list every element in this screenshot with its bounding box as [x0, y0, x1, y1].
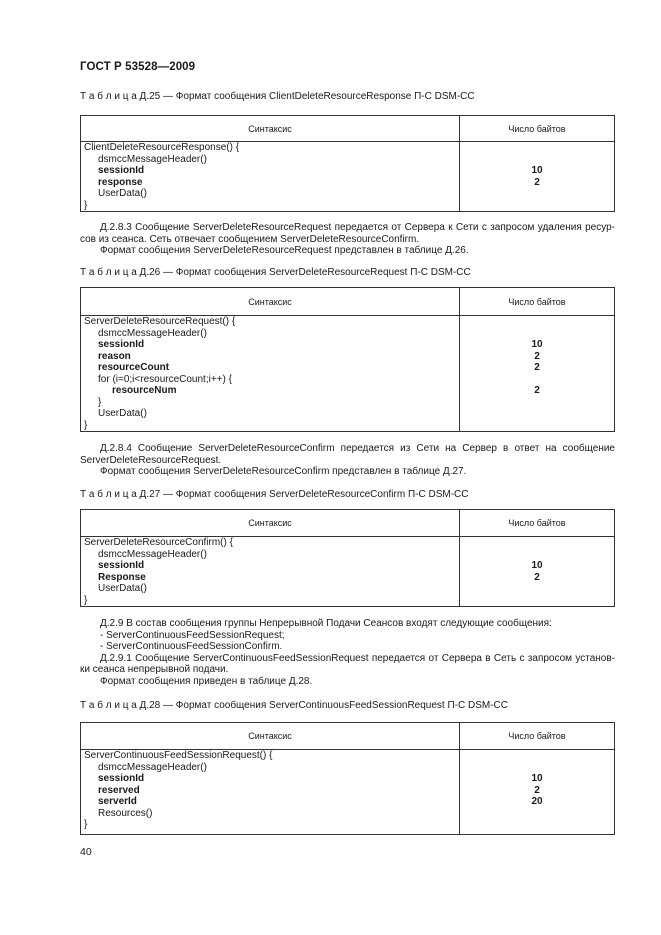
paragraph-d-2-8-4 — [80, 443, 615, 478]
syntax-line: Resources() — [98, 807, 153, 819]
syntax-line: dsmccMessageHeader() — [98, 153, 207, 165]
bytes-cell: 20 — [531, 796, 543, 807]
paragraph-line: Д.2.9 В состав сообщения группы Непрерывной Подачи Сеансов входят следующие сообщения: — [100, 618, 552, 629]
bytes-cell — [460, 808, 614, 820]
standard-header: ГОСТ Р 53528—2009 — [80, 61, 196, 73]
syntax-line: reason — [98, 350, 131, 362]
paragraph-line: Формат сообщения приведен в таблице Д.28. — [100, 675, 313, 687]
paragraph-line: - ServerContinuousFeedSessionRequest; — [100, 629, 285, 641]
syntax-line: sessionId — [98, 773, 145, 784]
bytes-cell — [460, 328, 614, 340]
syntax-line: ServerContinuousFeedSessionRequest() { — [84, 750, 273, 761]
syntax-line: } — [84, 199, 88, 211]
table-header — [81, 288, 614, 316]
bytes-cell — [460, 142, 614, 154]
table-d27-caption: Т а б л и ц а Д.27 — Формат сообщения ServerDeleteResourceConfirm П-С DSM-CC — [80, 489, 469, 500]
syntax-line: ServerDeleteResourceConfirm() { — [84, 537, 233, 548]
table-d26-caption: Т а б л и ц а Д.26 — Формат сообщения ServerDeleteResourceRequest П-С DSM-CC — [80, 267, 471, 278]
syntax-line: sessionId — [98, 165, 145, 176]
bytes-cell: 10 — [531, 560, 543, 571]
bytes-cell — [460, 549, 614, 561]
table-d25 — [80, 115, 615, 212]
syntax-line: dsmccMessageHeader() — [98, 761, 207, 773]
syntax-line: UserData() — [98, 408, 147, 419]
page-number: 40 — [80, 846, 92, 858]
table-header — [81, 116, 614, 142]
table-d28 — [80, 722, 615, 835]
syntax-line: } — [84, 594, 88, 606]
bytes-cell — [460, 316, 614, 328]
syntax-line: dsmccMessageHeader() — [98, 327, 207, 339]
syntax-column — [81, 750, 460, 834]
bytes-cell: 2 — [534, 350, 540, 362]
bytes-cell — [460, 200, 614, 212]
paragraph-d-2-9 — [80, 618, 615, 687]
bytes-cell — [460, 750, 614, 762]
bytes-cell: 2 — [534, 362, 540, 373]
bytes-column — [460, 142, 614, 211]
col-bytes-header: Число байтов — [508, 731, 566, 741]
bytes-cell — [460, 583, 614, 595]
syntax-column — [81, 537, 460, 606]
syntax-line: resourceNum — [112, 385, 177, 396]
bytes-cell — [460, 819, 614, 831]
table-d26 — [80, 287, 615, 432]
syntax-line: UserData() — [98, 188, 147, 199]
bytes-column — [460, 316, 614, 431]
bytes-cell — [460, 420, 614, 432]
paragraph-line: Д.2.9.1 Сообщение ServerContinuousFeedSessionRequest передается от Сервера в Сеть с запросом установ- — [100, 652, 615, 664]
table-d28-caption: Т а б л и ц а Д.28 — Формат сообщения ServerContinuousFeedSessionRequest П-С DSM-CC — [80, 700, 508, 711]
syntax-line: serverId — [98, 796, 137, 807]
bytes-cell: 2 — [534, 784, 540, 796]
syntax-line: } — [84, 419, 88, 431]
bytes-cell: 10 — [531, 339, 543, 350]
syntax-line: UserData() — [98, 583, 147, 594]
table-body — [81, 537, 614, 606]
paragraph-line: ServerDeleteResourceRequest. — [80, 454, 222, 466]
col-syntax-header: Синтаксис — [81, 288, 460, 315]
paragraph-line: ки сеанса непрерывной подачи. — [80, 664, 229, 675]
bytes-column — [460, 750, 614, 834]
paragraph-line: сов из сеанса. Сеть отвечает сообщением ServerDeleteResourceConfirm. — [80, 233, 420, 245]
syntax-line: sessionId — [98, 560, 145, 571]
syntax-line: dsmccMessageHeader() — [98, 548, 207, 560]
paragraph-line: Формат сообщения ServerDeleteResourceRequest представлен в таблице Д.26. — [100, 245, 469, 256]
table-body — [81, 750, 614, 834]
bytes-cell — [460, 188, 614, 200]
bytes-cell — [460, 397, 614, 409]
syntax-line: sessionId — [98, 339, 145, 350]
bytes-cell — [460, 154, 614, 166]
col-bytes-header: Число байтов — [508, 518, 566, 528]
syntax-line: ServerDeleteResourceRequest() { — [84, 316, 236, 327]
syntax-line: } — [98, 396, 102, 408]
bytes-cell: 2 — [534, 176, 540, 188]
syntax-line: reserved — [98, 784, 140, 796]
syntax-line: ClientDeleteResourceResponse() { — [84, 142, 240, 153]
syntax-line: resourceCount — [98, 362, 170, 373]
syntax-line: response — [98, 176, 143, 188]
syntax-line: Response — [98, 571, 146, 583]
table-header — [81, 510, 614, 537]
bytes-cell — [460, 408, 614, 420]
paragraph-d-2-8-3 — [80, 222, 615, 257]
paragraph-line: Д.2.8.4 Сообщение ServerDeleteResourceConfirm передается из Сети на Сервер в ответ на сообщение — [100, 443, 615, 454]
col-bytes-header: Число байтов — [508, 123, 566, 134]
bytes-column — [460, 537, 614, 606]
table-header — [81, 723, 614, 750]
table-body — [81, 316, 614, 431]
syntax-line: for (i=0;i<resourceCount;i++) { — [98, 373, 232, 385]
bytes-cell: 10 — [531, 773, 543, 784]
col-bytes-header: Число байтов — [508, 296, 566, 307]
paragraph-line: Формат сообщения ServerDeleteResourceConfirm представлен в таблице Д.27. — [100, 466, 467, 477]
bytes-cell: 2 — [534, 385, 540, 396]
paragraph-line: Д.2.8.3 Сообщение ServerDeleteResourceRequest передается от Сервера к Сети с запросом удаления ресур- — [100, 222, 615, 233]
bytes-cell — [460, 762, 614, 774]
bytes-cell: 2 — [534, 571, 540, 583]
paragraph-line: - ServerContinuousFeedSessionConfirm. — [100, 641, 283, 652]
bytes-cell — [460, 595, 614, 607]
col-syntax-header: Синтаксис — [81, 116, 460, 141]
bytes-cell — [460, 374, 614, 386]
col-syntax-header: Синтаксис — [81, 723, 460, 749]
col-syntax-header: Синтаксис — [81, 510, 460, 536]
syntax-column — [81, 316, 460, 431]
syntax-line: } — [84, 819, 88, 830]
table-d27 — [80, 509, 615, 607]
table-body — [81, 142, 614, 211]
bytes-cell: 10 — [531, 165, 543, 176]
table-d25-caption: Т а б л и ц а Д.25 — Формат сообщения ClientDeleteResourceResponse П-С DSM-CC — [80, 91, 475, 102]
syntax-column — [81, 142, 460, 211]
bytes-cell — [460, 537, 614, 549]
